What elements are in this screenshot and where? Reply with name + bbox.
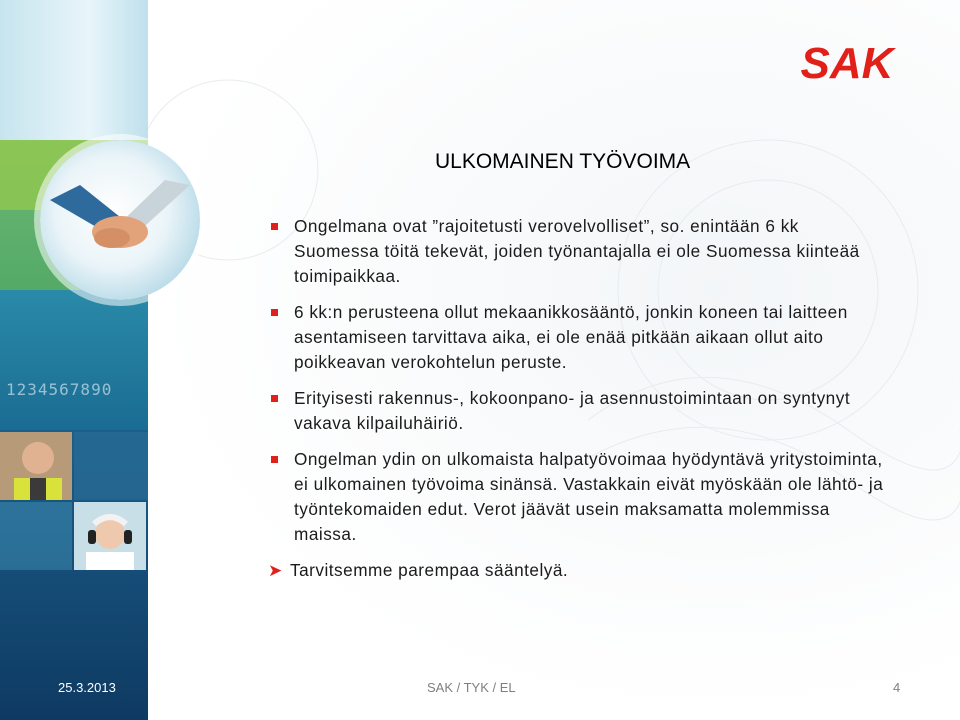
bullet-square-icon xyxy=(271,395,278,402)
footer-date: 25.3.2013 xyxy=(58,680,116,695)
panel-blue-square-2 xyxy=(0,502,72,570)
arrow-bullet-icon: ➤ xyxy=(268,561,283,580)
bullet-text: Erityisesti rakennus-, kokoonpano- ja asennustoimintaan on syntynyt vakava kilpailuhäiriö. xyxy=(294,388,851,433)
worker-photo xyxy=(0,432,72,500)
panel-numbers: 1234567890 xyxy=(6,380,113,399)
panel-blue-band xyxy=(0,290,148,430)
bullet-item xyxy=(268,300,888,375)
bullet-square-icon xyxy=(271,223,278,230)
panel-blue-square xyxy=(74,432,148,500)
footer-source: SAK / TYK / EL xyxy=(427,680,516,695)
sak-logo xyxy=(793,40,901,84)
bullet-item xyxy=(268,447,888,547)
bullet-list xyxy=(268,214,888,594)
bullet-square-icon xyxy=(271,309,278,316)
slide-title: ULKOMAINEN TYÖVOIMA xyxy=(435,150,691,173)
arrow-item xyxy=(268,558,888,583)
arrow-text: Tarvitsemme parempaa sääntelyä. xyxy=(290,560,569,580)
left-decorative-panel xyxy=(0,0,148,720)
handshake-photo xyxy=(40,140,200,300)
bullet-text: 6 kk:n perusteena ollut mekaanikkosääntö, jonkin koneen tai laitteen asentamiseen tarvittava aika, ei ole enää pitkään aikaan ollut aito poikkeavan verokohtelun peruste. xyxy=(294,302,848,372)
ear-protection-worker-photo xyxy=(74,502,146,570)
bullet-text: Ongelman ydin on ulkomaista halpatyövoimaa hyödyntävä yritystoiminta, ei ulkomainen työvoima sinänsä. Vastakkain eivät myöskään ole lähtö- ja työntekomaiden edut. Verot jäävät usein maksamatta molemmissa maissa. xyxy=(294,449,884,544)
bullet-item xyxy=(268,214,888,289)
bullet-item xyxy=(268,386,888,436)
bullet-text: Ongelmana ovat ”rajoitetusti verovelvolliset”, so. enintään 6 kk Suomessa töitä tekevät, joiden työnantajalla ei ole Suomessa kiinteää toimipaikkaa. xyxy=(294,216,860,286)
bullet-square-icon xyxy=(271,456,278,463)
page-number: 4 xyxy=(893,680,901,695)
svg-text:SAK: SAK xyxy=(800,40,894,84)
panel-top-band xyxy=(0,0,148,140)
